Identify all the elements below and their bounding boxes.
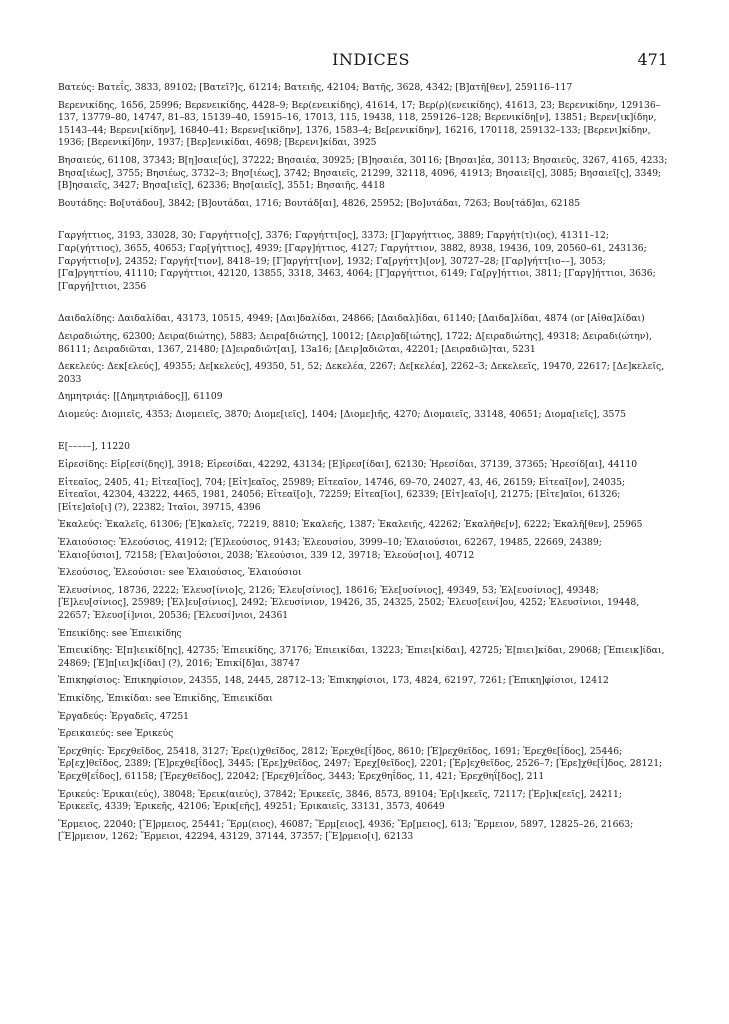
index-body <box>58 82 668 844</box>
page-header <box>74 50 668 70</box>
index-entry: Ε[–––––], 11220 <box>58 441 130 453</box>
index-entry: Ἐπικίδης, Ἐπικίδαι: see Ἐπικίδης, Ἐπιεικίδαι <box>58 692 273 704</box>
index-entry: Ἐρεικαιεύς: see Ἐρικεύς <box>58 728 174 740</box>
index-entry: Ἐργαδεύς: Ἐργαδεῖς, 47251 <box>58 710 190 722</box>
index-entry: Γαργήττιος, 3193, 33028, 30; Γαργήττιο[ς], 3376; Γαργήττι[ος], 3373; [Γ]αργήττιος, 3889; Γαργήτ⟨τ⟩ι(ος), 41311–12; Γαρ(γήττιος), 3655, 40653; Γαρ[γήττιος], 4939; [Γαργ]ήττιος, 4127; Γαργήττιον, 3882, 8938, 19436, 109, 20560–61, 243136; Γαργήττιο[ν], 24352; Γαργήτ[τιον], 8418–19; [Γ]αργήττ[ιον], 1932; Γα[ργήττ]ι[ον], 30727–28; [Γαρ]γήττ[ιο––], 3053; [Γα]ργηττίου, 41110; Γαργήττιοι, 42120, 13855, 3318, 3463, 4064; [Γ]αργήττιοι, 6149; Γα[ργ]ήττιοι, 3811; [Γαργ]ήττιοι, 3636; [Γαργή]ττιοι, 2356 <box>58 230 656 292</box>
index-entry: Βησαιεύς, 61108, 37343; Β[η]σαιε[ύς], 37222; Βησαιέα, 30925; [Β]ησαιέα, 30116; [Βησαι]έα, 30113; Βησαιεῦς, 3267, 4165, 4233; Βησα[ιέως], 3755; Βησιέως, 3732–3; Βησ[ιέως], 3742; Βησαιεῖς, 21299, 32118, 4096, 41913; Βησαιεῖ[ς], 3085; Βησαιεῖ[ς], 3349; [Β]ησαιεῖς, 3427; Βησα[ιεῖς], 62336; Βησ[αιεῖς], 3551; Βησαιῆς, 4418 <box>58 154 668 192</box>
page-title: INDICES <box>332 50 410 69</box>
index-entry: Εἰτεαῖος, 2405, 41; Εἰτεα[ῖος], 704; [Εἰτ]εαῖος, 25989; Εἰτεαῖον, 14746, 69–70, 24027, 43, 46, 26159; Εἰτεαῖ[ον], 24035; Εἰτεαῖοι, 42304, 43222, 4465, 1981, 24056; Εἰτεαῖ[ο]ι, 72259; Εἰτεα[ῖοι], 62339; [Εἰτ]εαῖο[ι], 21275; [Εἰτε]αῖοι, 61326; [Εἰτε]αῖο[ι] (?), 22382; Ἰταῖοι, 39715, 4396 <box>58 476 626 513</box>
index-entry: Διομεύς: Διομιεῖς, 4353; Διομειεῖς, 3870; Διομε[ιεῖς], 1404; [Διομε]ιῆς, 4270; Διομαιεῖς, 33148, 40651; Διομα[ιεῖς], 3575 <box>58 408 627 420</box>
index-entry: Ἐλευσίνιος, 18736, 2222; Ἐλευσ[ίνιο]ς, 2126; Ἐλευ[σίνιος], 18616; Ἐλε[υσίνιος], 49349, 53; Ἐλ[ευσίνιος], 49348; [Ἐ]λευ[σίνιος], 25989; [Ἐλ]ευ[σίνιος], 2492; Ἐλευσίνιον, 19426, 35, 24325, 2502; Ἐλευσ[εινί]ου, 4252; Ἐλευσίνιοι, 19448, 22657; Ἐλευσ[ί]νιοι, 20536; [Ἐλευσί]νιοι, 24361 <box>58 584 640 621</box>
index-entry: Ἕρμειος, 22040; [Ἕ]ρμειος, 25441; Ἕρμ(ειος), 46087; Ἕρμ[ειος], 4936; Ἕρ[μειος], 613; Ἕρμειον, 5897, 12825–26, 21663; [Ἕ]ρμειον, 1262; Ἕρμειοι, 42294, 43129, 37144, 37357; [Ἕ]ρμειο[ι], 62133 <box>58 818 634 843</box>
index-entry: Δαιδαλίδης: Δαιδαλίδαι, 43173, 10515, 4949; [Δαι]δαλίδαι, 24866; [Δαιδαλ]ίδαι, 61140; [Δαιδα]λίδαι, 4874 (or [Αἰθα]λίδαι) <box>58 313 645 325</box>
index-entry: Ἐλεούσιος, Ἐλεούσιοι: see Ἐλαιούσιος, Ἐλαιούσιοι <box>58 567 302 579</box>
index-entry: Βουτάδης: Βο[υτάδου], 3842; [Β]ουτάδαι, 1716; Βουτάδ[αι], 4826, 25952; [Βο]υτάδαι, 7263; Βου[τάδ]αι, 62185 <box>58 197 581 209</box>
index-entry: Ἐλαιούσιος: Ἐλεούσιος, 41912; [Ἐ]λεούσιος, 9143; Ἐλεουσίου, 3999–10; Ἐλαιούσιοι, 62267, 19485, 22669, 24389; Ἐλαιο[ύσιοι], 72158; [Ἐλαι]ούσιοι, 2038; Ἐλεούσιοι, 339 12, 39718; Ἐλεούσ[ιοι], 40712 <box>58 537 602 561</box>
index-entry: Ἐρικεύς: Ἐρικαι(εύς), 38048; Ἐρεικ(αιεύς), 37842; Ἐρικεεῖς, 3846, 8573, 89104; Ἐρ[ι]κεεῖς, 72117; [Ἐρ]ικ[εεῖς], 24211; Ἐρικεεῖς, 4339; Ἐρικεῆς, 42106; Ἐρικ[εῆς], 49251; Ἐρικαιεῖς, 33131, 3573, 40649 <box>58 788 622 813</box>
index-entry: Βερενικίδης, 1656, 25996; Βερενεικίδης, 4428–9; Βερ(ενεικίδης), 41614, 17; Βερ(ρ)(ενεικίδης), 41613, 23; Βερενικίδην, 129136–137, 13779–80, 14747, 81–83, 15139–40, 15915–16, 17013, 115, 19438, 118, 259126–128; Βερενικίδη[ν], 13851; Βερεν[ικ]ίδην, 15143–44; Βερενι[κίδην], 16840–41; Βερενε[ικίδην], 1376, 1583–4; Βε[ρενικίδην], 16216, 170118, 259132–133; [Βερενι]κίδην, 1936; [Βερενικί]δην, 1937; [Βερ]ενικίδαι, 4698; [Βερενι]κίδαι, 3925 <box>58 99 661 149</box>
index-entry: Δειραδιώτης, 62300; Δειρα(διώτης), 5883; Δειρα[διώτης], 10012; [Δειρ]αδ[ιώτης], 1722; Δ[ειραδιώτης], 49318; Δειραδι(ώτην), 86111; Δειραδιῶται, 1367, 21480; [Δ]ειραδιῶτ[αι], 13a16; [Δειρ]αδιῶται, 42201; [Δειραδιῶ]ται, 5231 <box>58 330 652 355</box>
index-entry: Ἐπικηφίσιος: Ἐπικηφίσιον, 24355, 148, 2445, 28712–13; Ἐπικηφίσιοι, 173, 4824, 62197, 7261; [Ἐπικη]φίσιοι, 12412 <box>58 675 609 687</box>
index-entry: Εἰρεσίδης: Εἰρ[εσί(δης)], 3918; Εἰρεσίδαι, 42292, 43134; [Ε]ἰρεσ[ίδαι], 62130; Ἠρεσίδαι, 37139, 37365; Ἠρεσίδ[αι], 44110 <box>58 459 638 471</box>
page-number: 471 <box>637 50 668 69</box>
index-entry: Δεκελεύς: Δεκ[ελεύς], 49355; Δε[κελεύς], 49350, 51, 52; Δεκελέα, 2267; Δε[κελέα], 2262–3; Δεκελεεῖς, 19470, 22617; [Δε]κελεῖς, 2033 <box>58 361 665 385</box>
index-entry: Ἐρεχθηίς: Ἐρεχθεῖδος, 25418, 3127; Ἐρε(ι)χθεῖδος, 2812; Ἐρεχθε[ΐ]δος, 8610; [Ἐ]ρεχθεῖδος, 1691; Ἐρεχθε[ΐδος], 25446; Ἐρ[εχ]θεῖδος, 2389; [Ἐ]ρεχθε[ΐδος], 3445; [Ἐρε]χθεῖδος, 2497; Ἐρεχ[θεῖδος], 2201; [Ἐρ]εχθεῖδος, 2526–7; [Ἐρε]χθε[ΐ]δος, 28121; Ἐρεχθ[εΐδος], 61158; [Ἐρεχθεῖδος], 22042; [Ἐρεχθ]εΐδος, 3443; Ἐρεχθηΐδος, 11, 421; Ἐρεχθηΐ[δος], 211 <box>58 745 663 782</box>
index-entry: Βατεύς: Βατεΐς, 3833, 89102; [Βατεῖ?]ς, 61214; Βατειῆς, 42104; Βατῆς, 3628, 4342; [Β]ατῆ[θεν], 259116–117 <box>58 82 573 93</box>
index-entry: Ἐπιεικίδης: Ἐ[π]ιεικίδ[ης], 42735; Ἐπιεικίδης, 37176; Ἐπιεικίδαι, 13223; Ἐπιει[κίδαι], 42725; Ἐ[πιει]κίδαι, 29068; [Ἐπιεικ]ίδαι, 24869; [Ἐ]π[ιει]κ[ίδαι] (?), 2016; Ἐπικί[δ]αι, 38747 <box>58 645 665 669</box>
index-entry: Δημητριάς: [[Δημητριάδος]], 61109 <box>58 391 223 403</box>
index-entry: Ἐκαλεύς: Ἐκαλεῖς, 61306; [Ἐ]καλεῖς, 72219, 8810; Ἐκαλεῆς, 1387; Ἐκαλειῆς, 42262; Ἐκαλῆθε[ν], 6222; Ἐκαλῆ[θεν], 25965 <box>58 519 643 531</box>
index-entry: Ἐπεικίδης: see Ἐπιεικίδης <box>58 627 182 639</box>
